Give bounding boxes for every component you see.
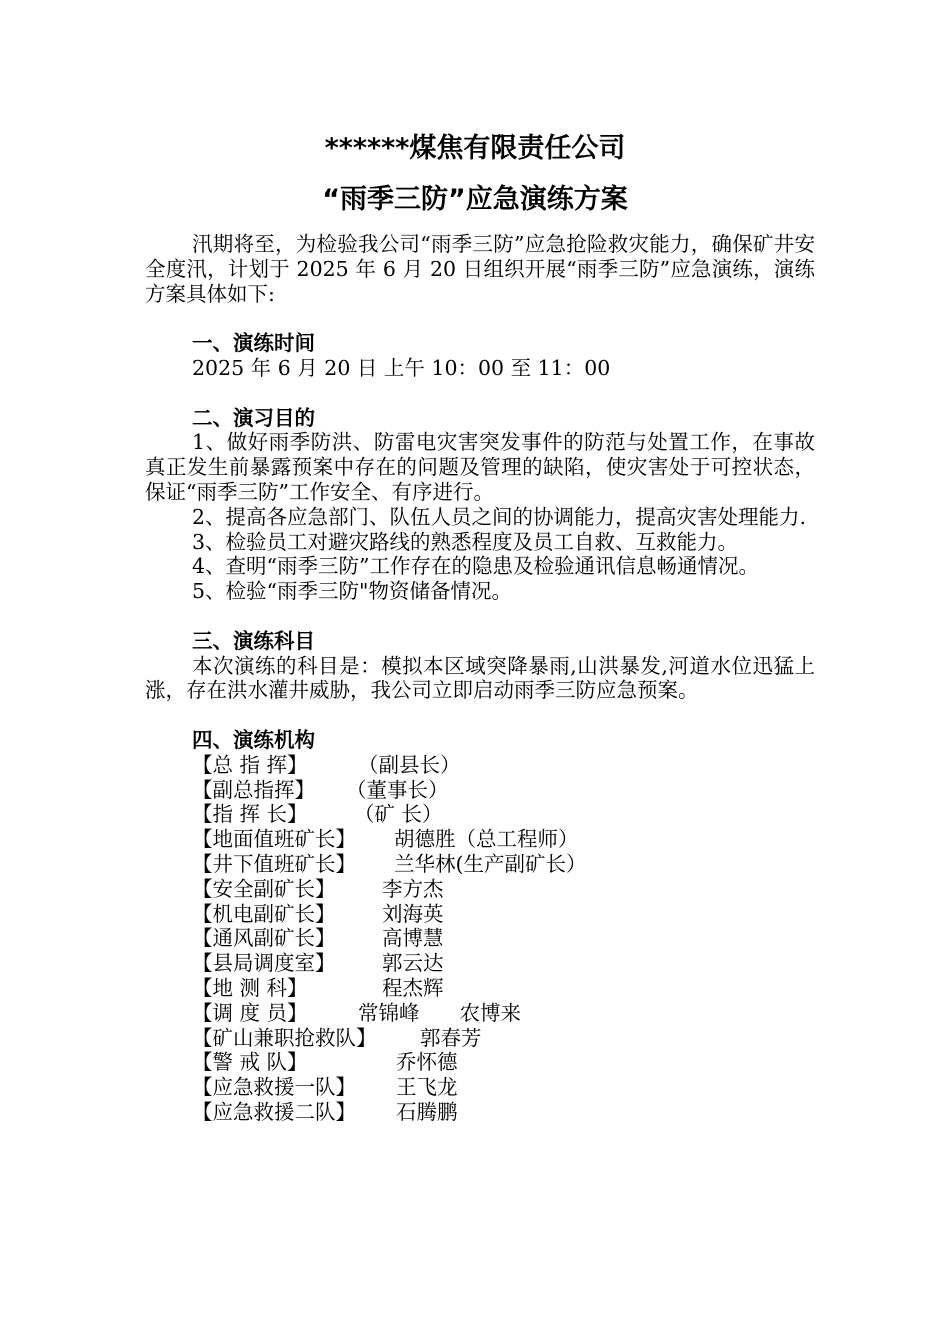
roster-role: 【矿山兼职抢救队】 — [192, 1025, 377, 1050]
roster-person: 王飞龙 — [396, 1075, 458, 1100]
roster-row — [192, 1026, 815, 1051]
roster-role: 【调 度 员】 — [192, 1000, 308, 1025]
roster-person: 石腾鹏 — [396, 1099, 458, 1124]
roster-person: 程杰辉 — [382, 975, 444, 1000]
section-heading-subject: 三、演练科目 — [192, 628, 315, 653]
roster-person: 郭春芳 — [420, 1025, 482, 1050]
roster-row — [192, 778, 815, 803]
drill-time-text: 2025 年 6 月 20 日 上午 10：00 至 11：00 — [192, 355, 611, 380]
roster-row — [192, 926, 815, 951]
roster-person: 高博慧 — [382, 926, 444, 951]
roster-role: 【县局调度室】 — [192, 951, 336, 976]
roster-row — [192, 951, 815, 976]
purpose-item: 2、提高各应急部门、队伍人员之间的协调能力，提高灾害处理能力. — [192, 504, 807, 529]
roster-role: 【应急救援一队】 — [192, 1075, 356, 1100]
roster-person: 郭云达 — [382, 951, 444, 976]
roster-role: 【通风副矿长】 — [192, 926, 336, 951]
roster-row — [192, 877, 815, 902]
roster-row — [192, 1001, 815, 1026]
roster-role: 【安全副矿长】 — [192, 876, 336, 901]
roster-person: 李方杰 — [382, 876, 444, 901]
purpose-item: 5、检验“雨季三防"物资储备情况。 — [192, 579, 512, 604]
roster-person: （副县长） — [358, 752, 461, 777]
roster-row — [192, 802, 815, 827]
roster-row — [192, 976, 815, 1001]
purpose-item: 4、查明“雨季三防”工作存在的隐患及检验通讯信息畅通情况。 — [192, 554, 760, 579]
section-heading-time: 一、演练时间 — [192, 331, 315, 356]
purpose-item: 3、检验员工对避灾路线的熟悉程度及员工自救、互救能力。 — [192, 529, 739, 554]
roster-role: 【指 挥 长】 — [192, 802, 308, 827]
roster-role: 【地 测 科】 — [192, 975, 308, 1000]
organization-roster — [145, 753, 815, 1125]
roster-person: 兰华林(生产副矿长） — [394, 851, 587, 876]
roster-role: 【地面值班矿长】 — [192, 827, 356, 852]
subject-paragraph: 本次演练的科目是：模拟本区域突降暴雨,山洪暴发,河道水位迅猛上涨，存在洪水灌井威胁，我公司立即启动雨季三防应急预案。 — [145, 653, 815, 703]
document-body — [145, 232, 815, 1125]
plan-title: “雨季三防”应急演练方案 — [322, 184, 628, 215]
roster-person: 胡德胜（总工程师） — [394, 827, 579, 852]
roster-row — [192, 827, 815, 852]
purpose-item: 1、做好雨季防洪、防雷电灾害突发事件的防范与处置工作，在事故真正发生前暴露预案中存在的问题及管理的缺陷，使灾害处于可控状态，保证“雨季三防”工作安全、有序进行。 — [145, 430, 815, 504]
roster-role: 【井下值班矿长】 — [192, 851, 356, 876]
roster-row — [192, 1075, 815, 1100]
roster-row — [192, 902, 815, 927]
company-title: ******煤焦有限责任公司 — [324, 133, 626, 164]
roster-person: （矿 长） — [354, 802, 443, 827]
roster-person: 农博来 — [459, 1000, 521, 1025]
roster-person: 刘海英 — [382, 901, 444, 926]
roster-row — [192, 753, 815, 778]
roster-person: （董事长） — [346, 777, 449, 802]
roster-person: 常锦峰 — [358, 1000, 420, 1025]
roster-row — [192, 852, 815, 877]
roster-row — [192, 1100, 815, 1125]
roster-role: 【总 指 挥】 — [192, 752, 308, 777]
roster-role: 【警 戒 队】 — [192, 1050, 308, 1075]
section-heading-purpose: 二、演习目的 — [192, 405, 315, 430]
roster-role: 【副总指挥】 — [192, 777, 315, 802]
intro-paragraph: 汛期将至，为检验我公司“雨季三防”应急抢险救灾能力，确保矿井安全度汛，计划于 2025 年 6 月 20 日组织开展“雨季三防”应急演练，演练方案具体如下: — [145, 232, 815, 306]
section-heading-organization: 四、演练机构 — [192, 727, 315, 752]
roster-row — [192, 1050, 815, 1075]
roster-role: 【机电副矿长】 — [192, 901, 336, 926]
roster-role: 【应急救援二队】 — [192, 1099, 356, 1124]
roster-person: 乔怀德 — [396, 1050, 458, 1075]
